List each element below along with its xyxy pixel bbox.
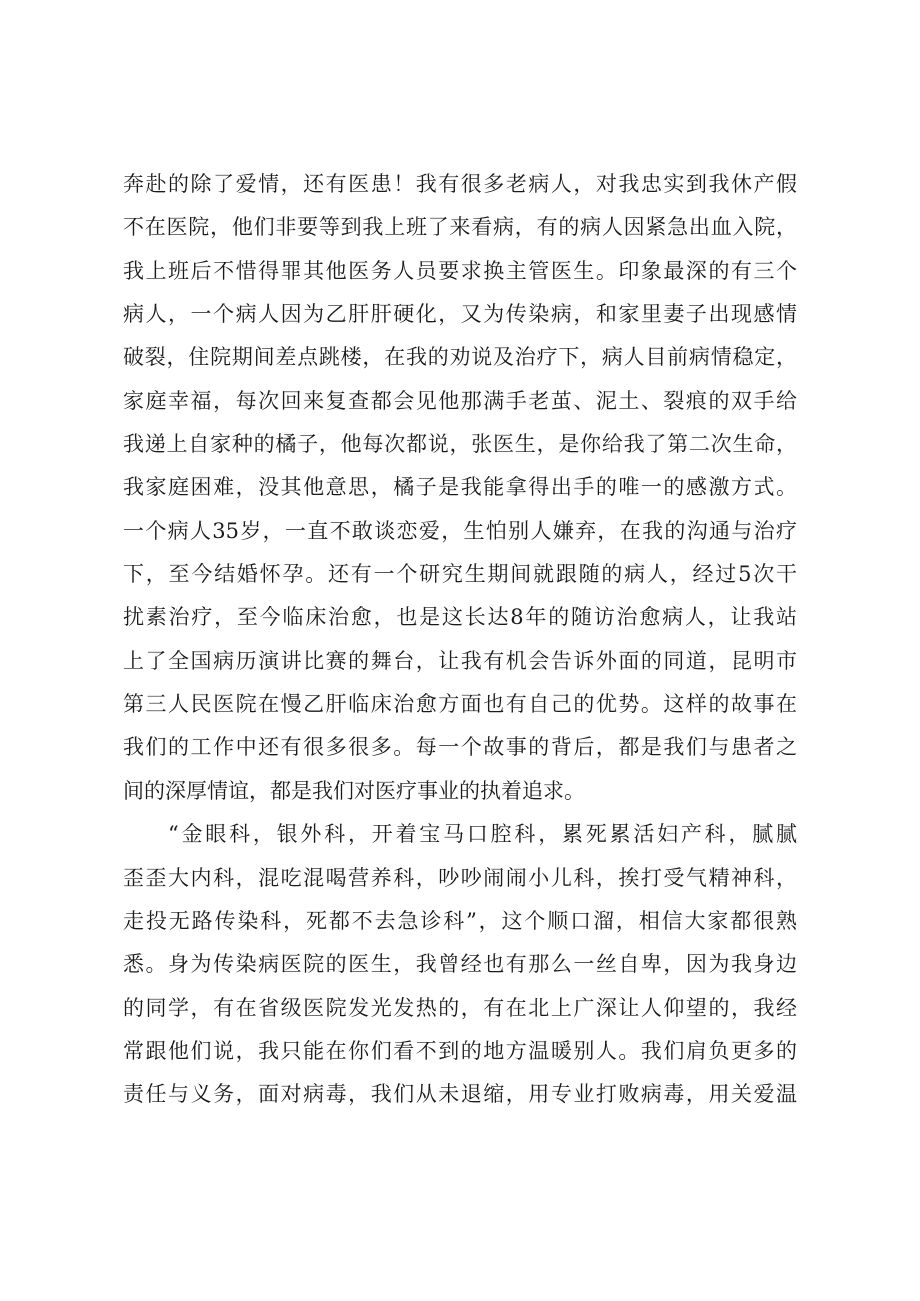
text-line: 我递上自家种的橘子，他每次都说，张医生，是你给我了第二次生命， <box>123 432 797 457</box>
text-line: 我们的工作中还有很多很多。每一个故事的背后，都是我们与患者之 <box>123 735 797 760</box>
text-line: 我上班后不惜得罪其他医务人员要求换主管医生。印象最深的有三个 <box>123 258 797 283</box>
text-line: 破裂，住院期间差点跳楼，在我的劝说及治疗下，病人目前病情稳定， <box>123 345 797 370</box>
text-line: 常跟他们说，我只能在你们看不到的地方温暖别人。我们肩负更多的 <box>123 1038 797 1063</box>
text-line: 歪歪大内科，混吃混喝营养科，吵吵闹闹小儿科，挨打受气精神科， <box>123 865 797 890</box>
paragraph-2 <box>123 813 797 1116</box>
text-line: “金眼科，银外科，开着宝马口腔科，累死累活妇产科，腻腻 <box>168 822 797 847</box>
text-line: 不在医院，他们非要等到我上班了来看病，有的病人因紧急出血入院， <box>123 215 797 240</box>
text-line: 一个病人35岁，一直不敢谈恋爱，生怕别人嫌弃，在我的沟通与治疗 <box>123 518 797 543</box>
text-line: 责任与义务，面对病毒，我们从未退缩，用专业打败病毒，用关爱温 <box>123 1082 797 1107</box>
text-line: 间的深厚情谊，都是我们对医疗事业的执着追求。 <box>123 778 585 803</box>
text-line: 上了全国病历演讲比赛的舞台，让我有机会告诉外面的同道，昆明市 <box>123 648 797 673</box>
body-text <box>123 163 797 1117</box>
text-line: 走投无路传染科，死都不去急诊科”，这个顺口溜，相信大家都很熟 <box>123 908 797 933</box>
text-line: 扰素治疗，至今临床治愈，也是这长达8年的随访治愈病人，让我站 <box>123 605 797 630</box>
text-line: 奔赴的除了爱情，还有医患！我有很多老病人，对我忠实到我休产假 <box>123 172 797 196</box>
text-line: 第三人民医院在慢乙肝临床治愈方面也有自己的优势。这样的故事在 <box>123 692 797 717</box>
text-line: 悉。身为传染病医院的医生，我曾经也有那么一丝自卑，因为我身边 <box>123 952 797 977</box>
text-line: 我家庭困难，没其他意思，橘子是我能拿得出手的唯一的感激方式。 <box>123 475 797 500</box>
text-line: 病人，一个病人因为乙肝肝硬化，又为传染病，和家里妻子出现感情 <box>123 302 797 327</box>
text-line: 下，至今结婚怀孕。还有一个研究生期间就跟随的病人，经过5次干 <box>123 562 797 587</box>
text-line: 家庭幸福，每次回来复查都会见他那满手老茧、泥土、裂痕的双手给 <box>123 388 797 413</box>
text-line: 的同学，有在省级医院发光发热的，有在北上广深让人仰望的，我经 <box>123 995 797 1020</box>
paragraph-1 <box>123 163 797 813</box>
